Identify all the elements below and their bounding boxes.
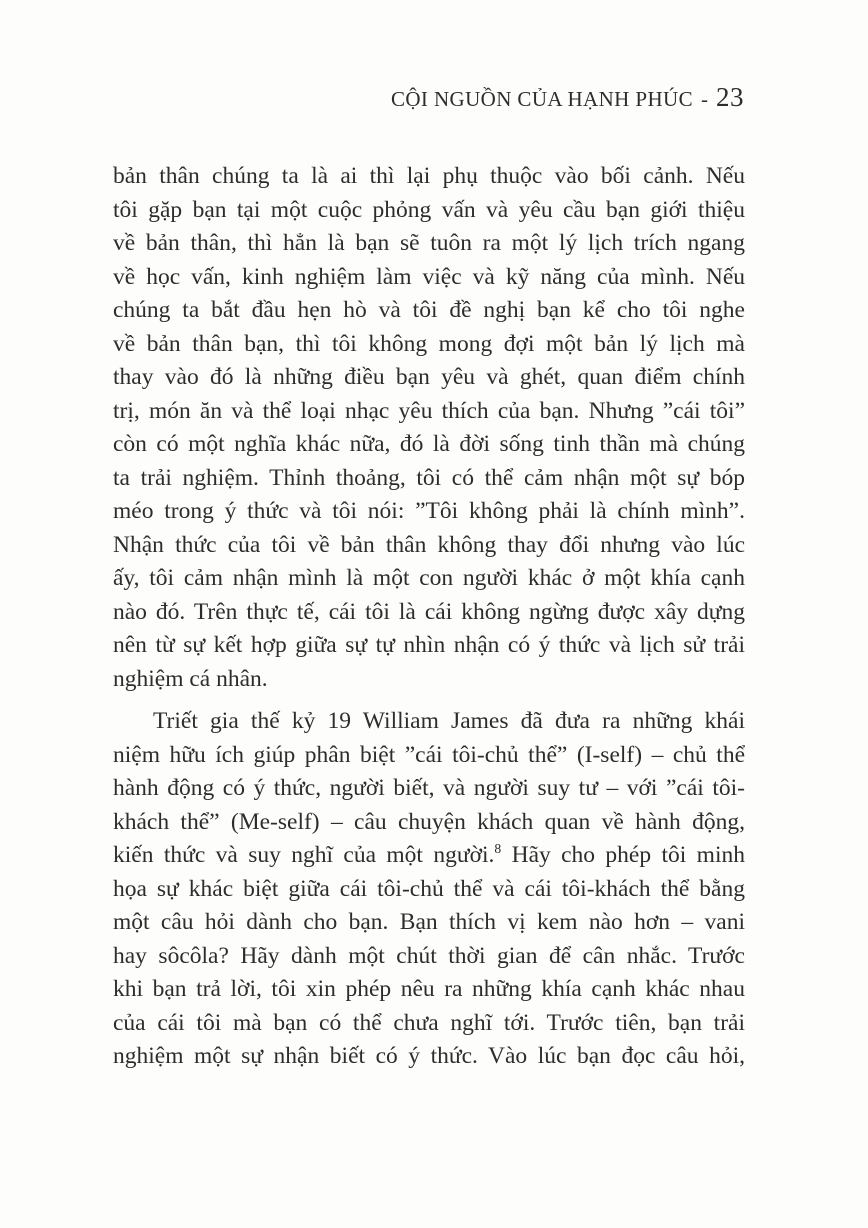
text-line: hành động có ý thức, người biết, và người suy tư – với ”cái tôi- xyxy=(113,775,745,801)
text-line: chúng ta bắt đầu hẹn hò và tôi đề nghị bạn kể cho tôi nghe xyxy=(113,297,745,323)
text-line: của cái tôi mà bạn có thể chưa nghĩ tới. Trước tiên, bạn trải xyxy=(113,1009,745,1036)
text-line: họa sự khác biệt giữa cái tôi-chủ thể và cái tôi-khách thể bằng xyxy=(113,875,745,902)
paragraph-1 xyxy=(113,160,745,696)
text-line-with-footnote xyxy=(113,839,745,873)
text-line: một câu hỏi dành cho bạn. Bạn thích vị kem nào hơn – vani xyxy=(113,909,745,935)
text-line: nào đó. Trên thực tế, cái tôi là cái không ngừng được xây dựng xyxy=(113,598,745,625)
header-separator: - xyxy=(701,87,708,111)
text-line: hay sôcôla? Hãy dành một chút thời gian để cân nhắc. Trước xyxy=(113,942,745,969)
text-line: trị, món ăn và thể loại nhạc yêu thích của bạn. Nhưng ”cái tôi” xyxy=(113,397,745,424)
text-line: ta trải nghiệm. Thỉnh thoảng, tôi có thể cảm nhận một sự bóp xyxy=(113,464,745,491)
text-line: còn có một nghĩa khác nữa, đó là đời sống tinh thần mà chúng xyxy=(113,431,745,457)
text-line: Nhận thức của tôi về bản thân không thay đổi nhưng vào lúc xyxy=(113,531,745,558)
text-line: khi bạn trả lời, tôi xin phép nêu ra những khía cạnh khác nhau xyxy=(113,976,745,1002)
page-number: 23 xyxy=(716,82,744,112)
running-header xyxy=(391,82,744,113)
text-line: về học vấn, kinh nghiệm làm việc và kỹ năng của mình. Nếu xyxy=(113,263,745,290)
footnote-reference: 8 xyxy=(494,841,502,857)
line-segment: Hãy cho phép tôi minh xyxy=(501,842,745,868)
text-line: niệm hữu ích giúp phân biệt ”cái tôi-chủ thể” (I-self) – chủ thể xyxy=(113,741,745,768)
line-segment: kiến thức và suy nghĩ của một người. xyxy=(113,842,495,868)
text-line: méo trong ý thức và tôi nói: ”Tôi không phải là chính mình”. xyxy=(113,498,745,524)
running-title: CỘI NGUỒN CỦA HẠNH PHÚC xyxy=(390,87,693,111)
text-line: thay vào đó là những điều bạn yêu và ghét, quan điểm chính xyxy=(113,364,745,390)
text-line: bản thân chúng ta là ai thì lại phụ thuộc vào bối cảnh. Nếu xyxy=(113,163,745,189)
text-line: ấy, tôi cảm nhận mình là một con người khác ở một khía cạnh xyxy=(113,565,745,591)
text-line: nghiệm cá nhân. xyxy=(113,665,268,692)
page-body xyxy=(113,160,745,1074)
paragraph-2 xyxy=(113,705,745,1074)
text-line: nghiệm một sự nhận biết có ý thức. Vào lúc bạn đọc câu hỏi, xyxy=(113,1043,745,1069)
text-line: nên từ sự kết hợp giữa sự tự nhìn nhận có ý thức và lịch sử trải xyxy=(113,632,745,658)
text-line: khách thể” (Me-self) – câu chuyện khách quan về hành động, xyxy=(113,808,745,835)
text-line: về bản thân, thì hẳn là bạn sẽ tuôn ra một lý lịch trích ngang xyxy=(113,230,745,256)
text-line: về bản thân bạn, thì tôi không mong đợi một bản lý lịch mà xyxy=(113,330,745,357)
text-line: Triết gia thế kỷ 19 William James đã đưa ra những khái xyxy=(153,708,745,734)
text-line: tôi gặp bạn tại một cuộc phỏng vấn và yêu cầu bạn giới thiệu xyxy=(113,196,745,223)
